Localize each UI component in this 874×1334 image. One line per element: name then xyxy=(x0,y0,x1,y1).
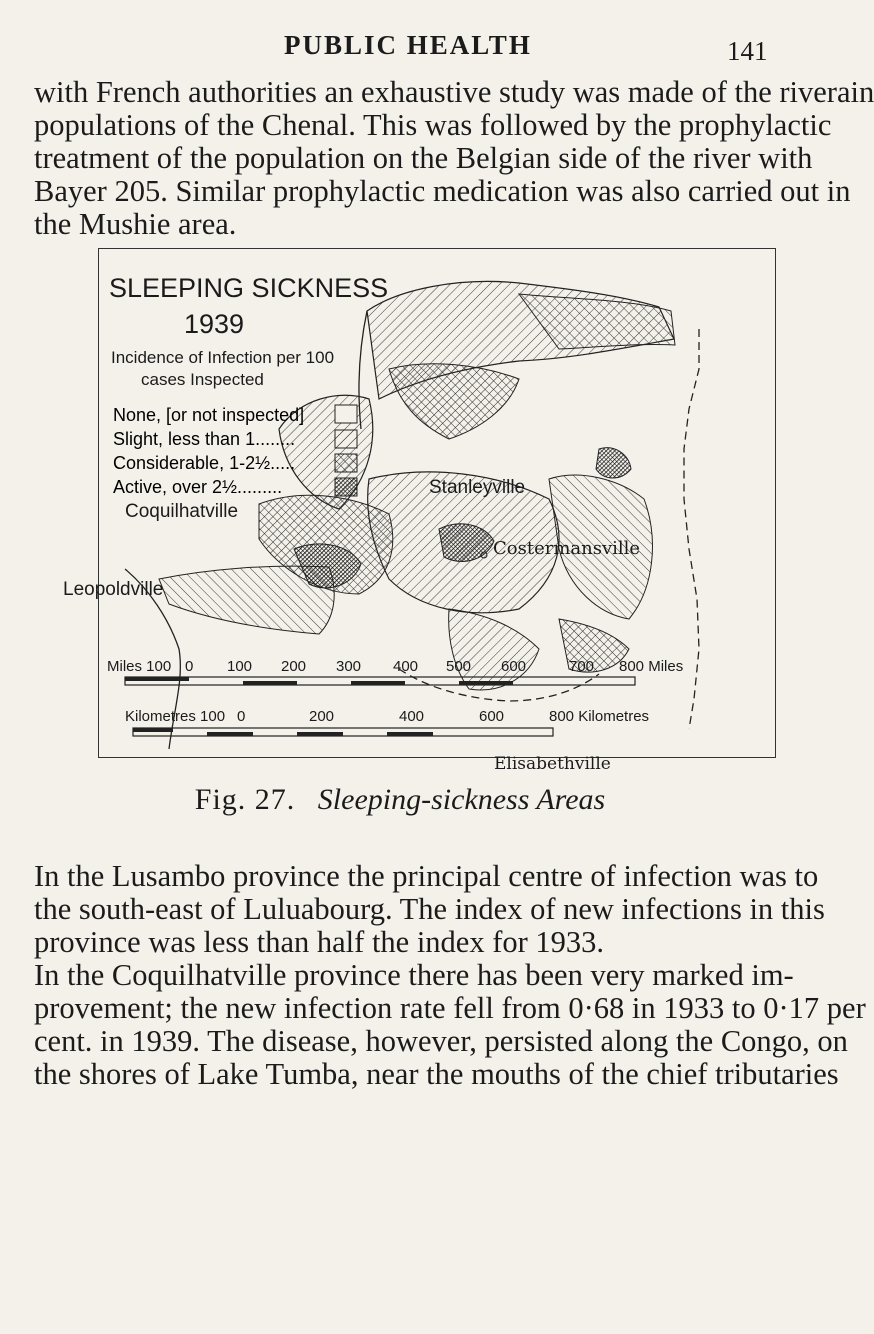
scale-tick: 400 xyxy=(393,658,419,675)
figure-caption xyxy=(0,783,800,817)
text-line: Bayer 205. Similar prophylactic medication was also carried out in xyxy=(34,174,851,208)
text-line: the Mushie area. xyxy=(34,207,237,241)
legend-swatch-slight xyxy=(335,430,357,448)
map-title: SLEEPING SICKNESS xyxy=(109,273,389,303)
place-label: Leopoldville xyxy=(63,579,164,600)
page-header xyxy=(0,10,800,66)
text-line: province was less than half the index for 1933. xyxy=(34,925,605,959)
scale-tick: 700 xyxy=(569,658,595,675)
place-label: Stanleyville xyxy=(429,477,526,498)
region-hot-3 xyxy=(596,448,631,478)
map-subtitle: cases Inspected xyxy=(141,370,264,389)
scale-tick: 600 xyxy=(479,708,505,725)
legend-label: None, [or not inspected] xyxy=(113,405,305,425)
place-label: Coquilhatville xyxy=(125,501,239,522)
region-center-north xyxy=(389,364,519,439)
scale-tick: 500 xyxy=(446,658,472,675)
text-line: cent. in 1939. The disease, however, persisted along the Congo, on xyxy=(34,1024,848,1058)
text-line: the shores of Lake Tumba, near the mouths of the chief tributaries xyxy=(34,1057,839,1091)
place-label: Costermansville xyxy=(493,538,641,559)
scale-tick: 0 xyxy=(185,658,194,675)
body-paragraph xyxy=(34,958,866,1091)
legend-label: Slight, less than 1........ xyxy=(113,429,296,449)
legend-label: Active, over 2½......... xyxy=(113,477,283,497)
text-line: provement; the new infection rate fell from 0·68 in 1933 to 0·17 per xyxy=(34,991,866,1025)
scale-tick: 400 xyxy=(399,708,425,725)
running-title: PUBLIC HEALTH xyxy=(284,30,532,60)
scale-tick: 0 xyxy=(237,708,246,725)
figure-number: Fig. 27. xyxy=(194,783,296,816)
scale-tick: 100 xyxy=(227,658,253,675)
legend-swatch-none xyxy=(335,405,357,423)
place-label: Elisabethville xyxy=(494,754,611,774)
map-year: 1939 xyxy=(184,309,245,339)
text-line: In the Coquilhatville province there has been very marked im- xyxy=(34,958,794,992)
scale-label: Kilometres 100 xyxy=(125,708,226,725)
scale-label: 800 Miles xyxy=(619,658,684,675)
scale-tick: 300 xyxy=(336,658,362,675)
sleeping-sickness-map xyxy=(63,248,776,774)
body-paragraph xyxy=(34,859,825,959)
scale-label: 800 Kilometres xyxy=(549,708,650,725)
text-line: treatment of the population on the Belgian side of the river with xyxy=(34,141,813,175)
page-number: 141 xyxy=(727,36,768,66)
legend-label: Considerable, 1-2½..... xyxy=(113,453,296,473)
scale-km xyxy=(125,708,649,736)
map-subtitle: Incidence of Infection per 100 xyxy=(111,348,335,367)
text-line: populations of the Chenal. This was followed by the prophylactic xyxy=(34,108,832,142)
text-line: In the Lusambo province the principal centre of infection was to xyxy=(34,859,819,893)
scale-tick: 200 xyxy=(281,658,307,675)
map-drawing xyxy=(63,249,775,774)
region-south xyxy=(449,609,539,690)
legend-swatch-active xyxy=(335,478,357,496)
scale-tick: 200 xyxy=(309,708,335,725)
scale-label: Miles 100 xyxy=(107,658,172,675)
intro-paragraph xyxy=(34,75,874,241)
text-line: with French authorities an exhaustive study was made of the riverain xyxy=(34,75,874,109)
text-line: the south-east of Luluabourg. The index of new infections in this xyxy=(34,892,825,926)
scale-tick: 600 xyxy=(501,658,527,675)
legend-swatch-considerable xyxy=(335,454,357,472)
figure-title: Sleeping-sickness Areas xyxy=(317,783,606,816)
